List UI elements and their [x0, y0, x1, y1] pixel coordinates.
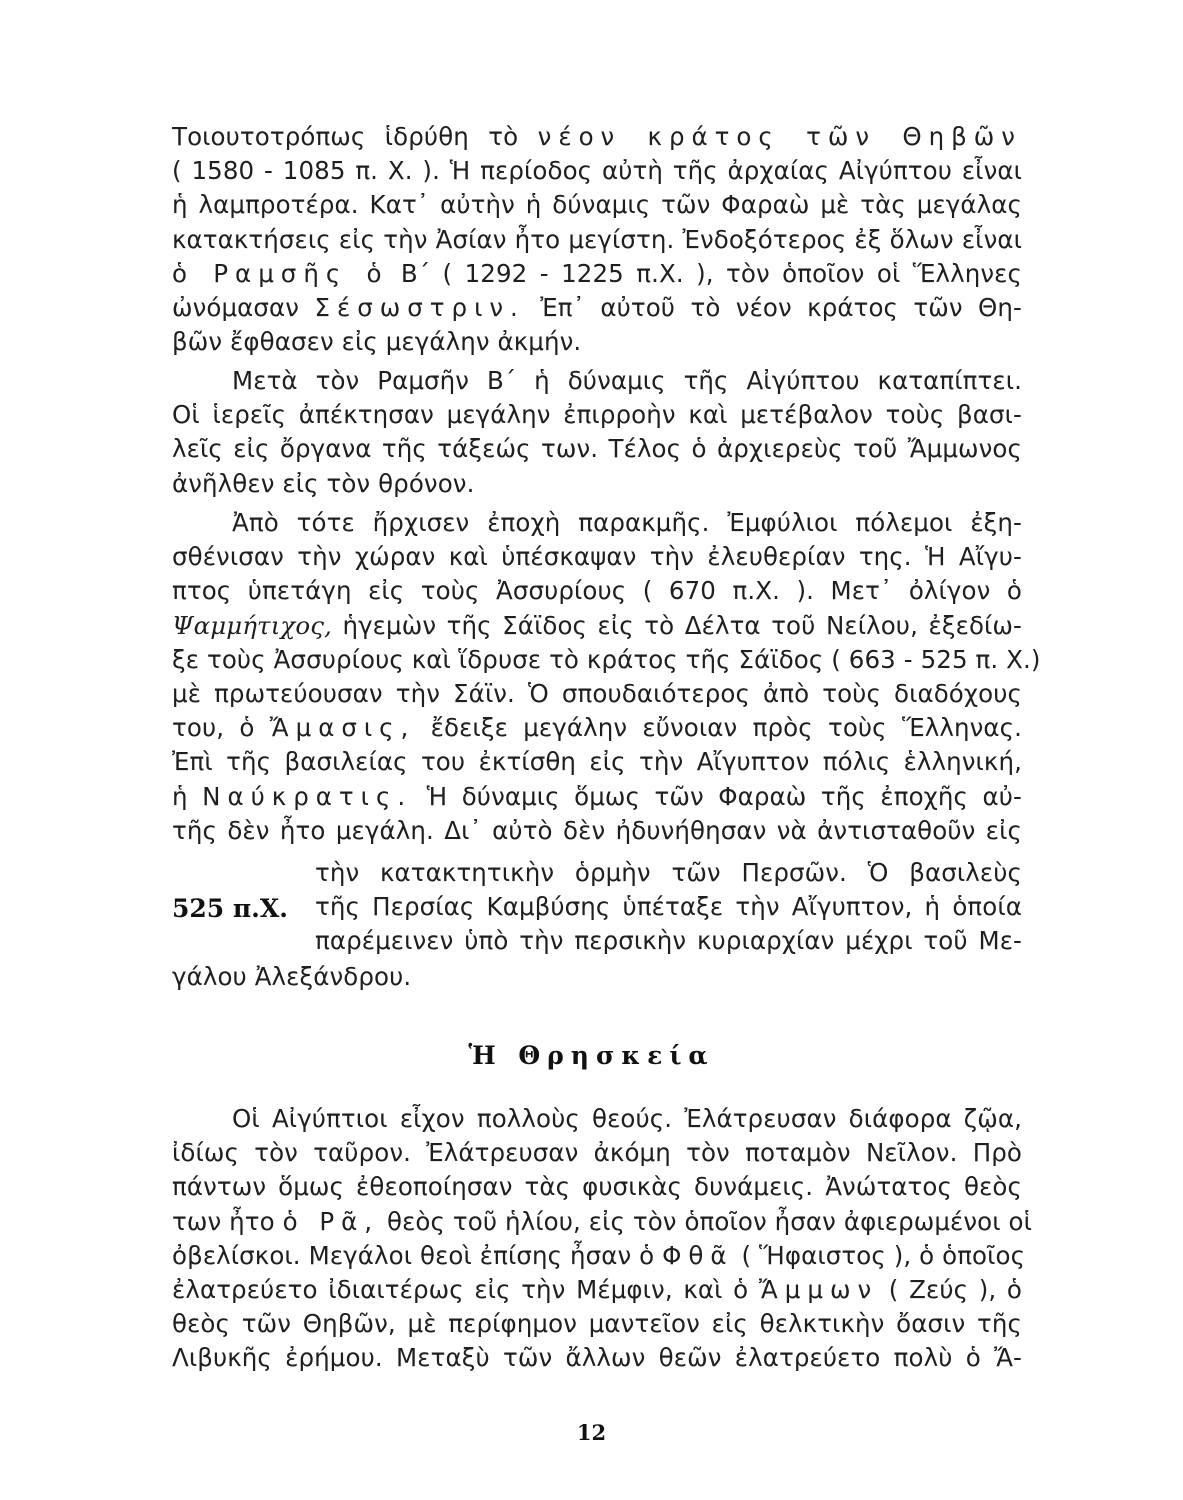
text-run: Ναύκρατις. [202, 781, 413, 811]
text-run: ἀνῆλθεν εἰς τὸν θρόνον. [172, 468, 475, 498]
text-run: Β΄ ( 1292 - 1225 π.Χ. ), τὸν ὁποῖον οἱ Ἕλληνες [388, 258, 1022, 288]
text-run: παρέμεινεν ὑπὸ τὴν περσικὴν κυριαρχίαν μέχρι τοῦ Με- [315, 926, 1022, 956]
text-run: τῆς Περσίας Καμβύσης ὑπέταξε τὴν Αἴγυπτον, ἡ ὁποία [315, 892, 1022, 922]
text-line [172, 1205, 1032, 1239]
text-run: Τοιουτοτρόπως ἱδρύθη τὸ [172, 122, 538, 151]
text-run: Ἡ δύναμις ὅμως τῶν Φαραὼ τῆς ἐποχῆς αὐ- [412, 781, 1022, 811]
text-line [315, 856, 1022, 890]
text-run: Σέσωστριν. [314, 293, 525, 322]
text-line [172, 120, 1022, 154]
text-line [172, 432, 1022, 466]
text-run: θεὸς τοῦ ἡλίου, εἰς τὸν ὁποῖον ἦσαν ἀφιερωμένοι οἱ [379, 1206, 1032, 1236]
text-run: Λιβυκῆς ἐρήμου. Μεταξὺ τῶν ἄλλων θεῶν ἐλατρεύετο πολὺ ὁ Ἄ- [172, 1343, 1022, 1373]
text-run: νέον κράτος τῶν Θηβῶν [537, 122, 1022, 151]
text-line [172, 745, 1022, 779]
text-run: ἐλατρεύετο ἰδιαιτέρως εἰς τὴν Μέμφιν, καὶ ὁ [172, 1275, 759, 1304]
text-line [172, 643, 1041, 677]
text-run: Φθᾶ [662, 1240, 734, 1270]
text-line [172, 1239, 1026, 1273]
text-run: ἡ λαμπροτέρα. Κατ᾽ αὐτὴν ἡ δύναμις τῶν Φαραὼ μὲ τὰς μεγάλας [172, 190, 1022, 220]
text-line [172, 188, 1022, 222]
text-line [315, 924, 1022, 958]
text-line [172, 291, 1022, 325]
section-heading: Ἡ Θρησκεία [468, 1041, 715, 1070]
text-line [172, 574, 1022, 608]
text-run: ( Ζεύς ), ὁ [878, 1275, 1023, 1304]
text-line [232, 364, 1022, 398]
text-run: Ἐπὶ τῆς βασιλείας του ἐκτίσθη εἰς τὴν Αἴγυπτον πόλις ἑλληνική, [172, 747, 1022, 777]
text-run: ὀβελίσκοι. Μεγάλοι θεοὶ ἐπίσης ἦσαν ὁ [172, 1240, 663, 1270]
text-line [172, 154, 1022, 188]
text-line [172, 960, 1022, 994]
text-run: λεῖς εἰς ὄργανα τῆς τάξεώς των. Τέλος ὁ ἀρχιερεὺς τοῦ Ἄμμωνος [172, 434, 1022, 464]
text-run: των ἦτο [172, 1206, 283, 1236]
text-run: πτος ὑπετάγη εἰς τοὺς Ἀσσυρίους ( 670 π.Χ. ). Μετ᾽ ὀλίγον ὁ [172, 576, 1022, 606]
text-line [172, 398, 1022, 432]
text-line [172, 1273, 1022, 1307]
text-line [172, 814, 1022, 848]
text-run: Ψαμμήτιχος, [172, 610, 332, 640]
text-run: κατακτήσεις εἰς τὴν Ἀσίαν ἦτο μεγίστη. Ἐνδοξότερος ἐξ ὅλων εἶναι [172, 224, 1022, 254]
text-run: ( 1580 - 1085 π. Χ. ). Ἡ περίοδος αὐτὴ τῆς ἀρχαίας Αἰγύπτου εἶναι [172, 156, 1022, 186]
text-run: πάντων ὅμως ἐθεοποίησαν τὰς φυσικὰς δυνάμεις. Ἀνώτατος θεὸς [172, 1172, 1022, 1202]
text-run: τῆς δὲν ἦτο μεγάλη. Δι᾽ αὐτὸ δὲν ἠδυνήθησαν νὰ ἀντισταθοῦν εἰς [172, 815, 1022, 845]
margin-date-note: 525 π.Χ. [172, 894, 288, 923]
text-line [172, 223, 1022, 257]
text-run: ἡ [172, 781, 203, 811]
text-run: Ἄμασις, [269, 713, 416, 743]
text-line [172, 257, 1022, 291]
text-run: Ἄμμων [758, 1275, 879, 1304]
text-run: Οἱ ἱερεῖς ἀπέκτησαν μεγάλην ἐπιρροὴν καὶ μετέβαλον τοὺς βασι- [172, 400, 1022, 430]
text-run: γάλου Ἀλεξάνδρου. [172, 962, 412, 991]
text-line [172, 609, 1022, 643]
text-line [172, 711, 1022, 745]
text-run: ὠνόμασαν [172, 293, 315, 322]
page-number: 12 [576, 1420, 607, 1445]
text-line [172, 1307, 1022, 1341]
text-line [172, 677, 1022, 711]
text-run: ὁ Ρᾶ, [282, 1206, 380, 1236]
text-line [172, 1136, 1022, 1170]
text-line [172, 780, 1022, 814]
text-run: σθένισαν τὴν χώραν καὶ ὑπέσκαψαν τὴν ἐλευθερίαν της. Ἡ Αἴγυ- [172, 542, 1022, 572]
text-run: Οἱ Αἰγύπτιοι εἶχον πολλοὺς θεούς. Ἐλάτρευσαν διάφορα ζῷα, [232, 1104, 1022, 1133]
text-run: τὴν κατακτητικὴν ὁρμὴν τῶν Περσῶν. Ὁ βασιλεὺς [315, 858, 1022, 887]
text-run: ἰδίως τὸν ταῦρον. Ἐλάτρευσαν ἀκόμη τὸν ποταμὸν Νεῖλον. Πρὸ [172, 1138, 1022, 1168]
text-run: Μετὰ τὸν Ραμσῆν Β΄ ἡ δύναμις τῆς Αἰγύπτου καταπίπτει. [232, 366, 1022, 395]
text-run: ( Ἥφαιστος ), ὁ ὁποῖος [733, 1240, 1026, 1270]
text-run: βῶν ἔφθασεν εἰς μεγάλην ἀκμήν. [172, 327, 582, 357]
text-run: Ἀπὸ τότε ἤρχισεν ἐποχὴ παρακμῆς. Ἐμφύλιοι πόλεμοι ἐξη- [232, 508, 1022, 537]
text-run: ἡγεμὼν τῆς Σάϊδος εἰς τὸ Δέλτα τοῦ Νείλου, ἐξεδίω- [331, 610, 1022, 640]
text-line [172, 1170, 1022, 1204]
text-run: ἔδειξε μεγάλην εὔνοιαν πρὸς τοὺς Ἕλληνας. [415, 713, 1023, 743]
text-run: ὁ Ραμσῆς ὁ [172, 258, 389, 288]
text-line [232, 506, 1022, 540]
text-run: θεὸς τῶν Θηβῶν, μὲ περίφημον μαντεῖον εἰς θελκτικὴν ὄασιν τῆς [172, 1309, 1022, 1339]
text-line [232, 1102, 1022, 1136]
text-line [172, 325, 1022, 359]
text-run: μὲ πρωτεύουσαν τὴν Σάϊν. Ὁ σπουδαιότερος ἀπὸ τοὺς διαδόχους [172, 679, 1022, 708]
text-run: Ἐπ᾽ αὐτοῦ τὸ νέον κράτος τῶν Θη- [524, 293, 1023, 322]
text-line [172, 467, 1022, 501]
text-run: ξε τοὺς Ἀσσυρίους καὶ ἵδρυσε τὸ κράτος τῆς Σάϊδος ( 663 - 525 π. Χ.) [172, 644, 1041, 674]
text-line [172, 540, 1022, 574]
text-run: του, ὁ [172, 713, 270, 743]
text-line [172, 1341, 1022, 1375]
text-line [315, 890, 1022, 924]
